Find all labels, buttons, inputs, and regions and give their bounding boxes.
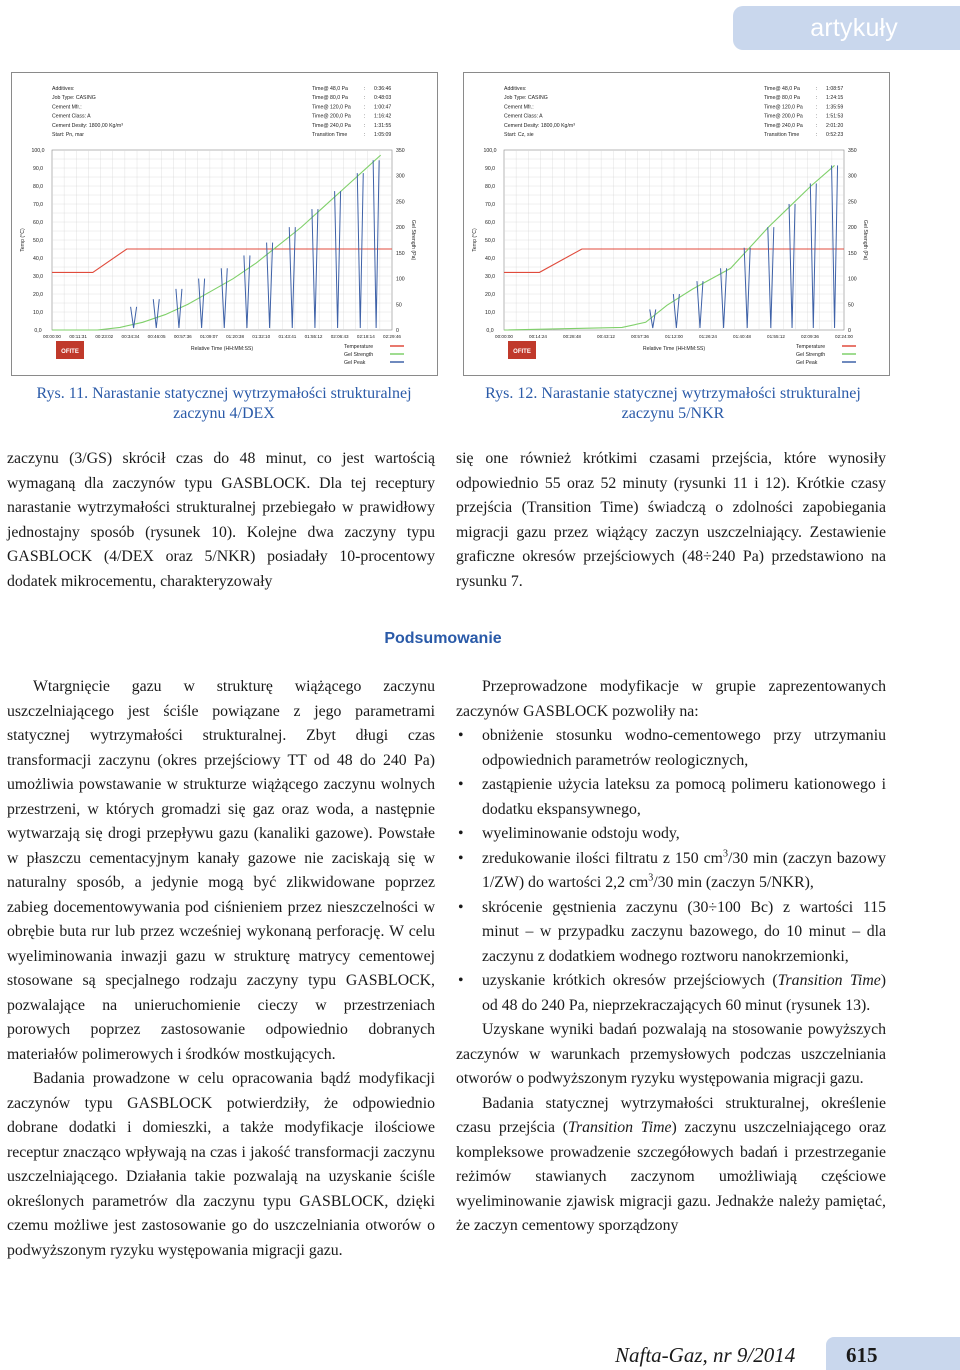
x-tick-label: 02:18:14 [356,334,375,339]
y-tick-label: 60,0 [32,220,44,226]
time-label: Transition Time [312,132,348,138]
x-tick-label: 00:46:05 [147,334,166,339]
y2-tick-label: 300 [396,173,405,180]
y-tick-label: 70,0 [32,202,44,208]
x-tick-label: 02:09:36 [801,334,819,339]
list-item: • uzyskanie krótkich okresów przejściowych (Transition Time) od 48 do 240 Pa, nieprzekraczających 60 minut (rysunek 13). [458,972,887,1014]
time-value: 0:52:23 [826,132,844,138]
time-value: 1:05:09 [374,132,392,138]
x-tick-label: 00:00:00 [43,334,61,339]
panel-label: Start: Cz, sie [504,132,534,138]
y2-tick-label: 50 [848,302,854,309]
y-tick-label: 100,0 [483,148,497,154]
y2-tick-label: 50 [396,302,402,309]
y-tick-label: 90,0 [484,166,496,172]
legend-label: Temperature [796,344,826,350]
panel-label: Cement Class: A [52,113,91,120]
x-tick-label: 00:57:36 [173,334,192,339]
y-tick-label: 40,0 [484,256,496,262]
time-value: 1:51:53 [826,113,844,120]
list-item: • skrócenie gęstnienia zaczynu (30÷100 Bc) z wartości 115 minut – w przypadku zaczynu bazowego, do 10 minut – dla zaczynu z dodatkiem wodnego roztworu nanokrzemionki, [458,898,886,965]
y-tick-label: 90,0 [32,166,44,172]
column-bottom-right [456,675,886,1239]
x-axis-title: Relative Time (HH:MM:SS) [642,346,706,352]
time-sep: : [816,104,818,111]
ofite-logo-text: OFITE [513,349,531,355]
y-tick-label: 10,0 [484,310,496,316]
paragraph: Wtargnięcie gazu w strukturę wiążącego zaczynu uszczelniającego jest ściśle powiązane z jego parametrami statycznej wytrzymałości strukturalnej. Zbyt długi czas transformacji zaczynu (okres przejściowy TT od 48 do 240 Pa) umożliwia powstawanie w strukturze wiążącego zaczynu wolnych przestrzeni, w których gromadzi się gaz oraz woda, a następnie wytwarzają się drogi przepływu gazu (kanaliki gazowe). Powstałe w płaszczu cementacyjnym kanały gazowe nie zaciskają się w naturalny sposób, a jedynie mogą być zlikwidowane poprzez zabieg docementowywania pod ciśnieniem przez nieszczelności w obrębie buta rur lub przez wcześniej wykonaną perforację. W celu wyeliminowania inwazji gazu w strukturę matrycy cementowej stosowane są specjalnego rodzaju zaczyny typu GASBLOCK, pozwalające na unieruchomienie cieczy w przestrzeniach porowych poprzez zastosowanie odpowiednio dobranych materiałów polimerowych i środków mostkujących. [7,678,435,1063]
y-tick-label: 40,0 [32,256,44,262]
list-item: • zastąpienie użycia lateksu za pomocą polimeru kationowego i dodatku ekspansywnego, [458,776,886,818]
x-tick-label: 01:40:48 [733,334,751,339]
y-tick-label: 100,0 [31,148,45,154]
time-sep: : [364,113,366,120]
page-number: 615 [846,1343,878,1367]
x-tick-label: 01:09:07 [199,334,218,339]
time-label: Time@ 48,0 Pa [764,86,800,92]
y2-tick-label: 150 [396,250,405,257]
time-label: Transition Time [764,132,800,138]
y-axis-title: Temp (°C) [20,228,26,252]
time-label: Time@ 240,0 Pa [312,122,351,129]
x-tick-label: 01:55:12 [767,334,785,339]
x-tick-label: 02:06:43 [330,334,349,339]
x-tick-label: 01:43:41 [278,334,297,339]
paragraph: Uzyskane wyniki badań pozwalają na stosowanie powyższych zaczynów w warunkach przemysłowych podczas uszczelniania otworów o podwyższonym ryzyku występowania migracji gazu. [456,1021,886,1087]
x-tick-label: 02:29:46 [383,334,401,339]
caption-figure-11: Rys. 11. Narastanie statycznej wytrzymałości strukturalnej zaczynu 4/DEX [36,385,412,422]
section-label: artykuły [810,14,898,42]
time-value: 1:00:47 [374,104,392,111]
time-value: 1:16:42 [374,113,392,120]
x-tick-label: 01:26:24 [699,334,717,339]
y2-tick-label: 100 [848,276,857,283]
x-tick-label: 01:20:38 [226,334,245,339]
x-tick-label: 02:24:00 [835,334,853,339]
time-value: 1:24:15 [826,95,844,102]
time-sep: : [816,113,818,120]
y2-axis-title: Gel Strength (Pa) [410,219,416,261]
column-bottom-left [7,675,435,1263]
y-tick-label: 30,0 [484,274,496,280]
y2-tick-label: 100 [396,276,405,283]
time-value: 1:31:55 [374,122,392,129]
time-sep: : [816,132,818,138]
x-tick-label: 00:11:31 [69,334,87,339]
time-sep: : [364,132,366,138]
y-tick-label: 70,0 [484,202,496,208]
list-item: • obniżenie stosunku wodno-cementowego przy utrzymaniu odpowiednich parametrów reologicznych, [458,727,886,769]
figure-12 [463,72,890,376]
time-sep: : [816,86,818,92]
panel-label: Cement Mfr.: [52,104,82,111]
x-tick-label: 01:55:12 [304,334,323,339]
y-tick-label: 80,0 [32,184,44,190]
panel-label: Start: Pn, mar [52,132,84,138]
time-label: Time@ 200,0 Pa [764,113,803,120]
y2-tick-label: 200 [396,225,405,232]
chart-figure-11 [12,73,437,375]
x-tick-label: 00:00:00 [495,334,513,339]
time-sep: : [816,122,818,129]
y-tick-label: 80,0 [484,184,496,190]
figure-11 [11,72,438,376]
y2-tick-label: 0 [848,328,851,334]
bullet-list [456,724,886,1018]
column-top-right [456,447,886,594]
time-label: Time@ 80,0 Pa [764,95,800,102]
legend-label: Gel Peak [344,360,366,366]
time-label: Time@ 120,0 Pa [764,104,803,111]
time-sep: : [364,122,366,129]
time-sep: : [816,95,818,102]
x-tick-label: 00:28:48 [563,334,581,339]
time-label: Time@ 48,0 Pa [312,86,348,92]
time-label: Time@ 80,0 Pa [312,95,348,102]
panel-label: Cement Mfr.: [504,104,534,111]
caption-figure-12: Rys. 12. Narastanie statycznej wytrzymałości strukturalnej zaczynu 5/NKR [485,385,861,422]
paragraph: Badania statycznej wytrzymałości strukturalnej, określenie czasu przejścia (Transition Time) zaczynu uszczelniającego oraz kompleksowe prowadzenie szczegółowych badań i przestrzeganie reżimów stawianych zaczynom umożliwiają częściowe wyeliminowanie zjawisk migracji gazu. Jednakże należy pamiętać, że zaczyn cementowy sporządzony [456,1094,887,1234]
time-sep: : [364,104,366,111]
time-label: Time@ 200,0 Pa [312,113,351,120]
time-label: Time@ 120,0 Pa [312,104,351,111]
panel-label: Additives: [504,86,527,92]
y-tick-label: 0,0 [34,328,42,334]
time-value: 0:36:46 [374,86,392,92]
y-tick-label: 20,0 [32,292,44,298]
y-tick-label: 50,0 [32,238,44,244]
paragraph: się one również krótkimi czasami przejścia, które wynosiły odpowiednio 55 oraz 52 minuty (rysunki 11 i 12). Krótkie czasy przejścia (Transition Time) świadczą o zdolności zapobiegania migracji gazu przez wiążący zaczyn uszczelniający. Zestawienie graficzne okresów przejściowych (48÷240 Pa) przedstawiono na rysunku 7. [456,450,886,590]
chart-figure-12 [464,73,889,375]
section-tab [733,6,960,50]
y-tick-label: 60,0 [484,220,496,226]
panel-label: Job Type: CASING [52,95,96,102]
x-tick-label: 00:34:34 [121,334,140,339]
y2-tick-label: 250 [848,199,857,206]
x-tick-label: 00:14:24 [529,334,547,339]
y-tick-label: 0,0 [486,328,494,334]
panel-label: Job Type: CASING [504,95,548,102]
legend-label: Temperature [344,344,374,350]
y-tick-label: 30,0 [32,274,44,280]
x-tick-label: 00:23:02 [95,334,114,339]
time-label: Time@ 240,0 Pa [764,122,803,129]
time-value: 1:35:59 [826,104,844,111]
x-tick-label: 01:12:00 [665,334,683,339]
y-tick-label: 50,0 [484,238,496,244]
legend-label: Gel Strength [344,352,374,358]
x-tick-label: 00:57:36 [631,334,649,339]
panel-label: Cement Desity: 1800,00 Kg/m³ [504,122,575,129]
panel-label: Additives: [52,86,75,92]
x-axis-title: Relative Time (HH:MM:SS) [190,346,254,352]
x-tick-label: 01:32:10 [252,334,271,339]
y2-tick-label: 300 [848,173,857,180]
time-sep: : [364,86,366,92]
journal-name: Nafta-Gaz, nr 9/2014 [615,1343,796,1367]
legend-label: Gel Peak [796,360,818,366]
column-top-left [7,447,435,594]
y2-tick-label: 150 [848,250,857,257]
paragraph: zaczynu (3/GS) skrócił czas do 48 minut, co jest wartością wymaganą dla zaczynów typu GASBLOCK. Dla tej receptury narastanie wytrzymałości strukturalnej przebiegało w prawidłowy jednostajny sposób (rysunek 10). Kolejne dwa zaczyny typu GASBLOCK (4/DEX oraz 5/NKR) posiadały 10-procentowy dodatek mikrocementu, charakteryzowały [7,450,435,590]
list-item: • zredukowanie ilości filtratu z 150 $cm^3/30$ min (zaczyn bazowy 1/ZW) do wartości 2,2 $cm^3/30$ min (zaczyn 5/NKR), [458,848,886,891]
y2-tick-label: 200 [848,225,857,232]
panel-label: Cement Class: A [504,113,543,120]
panel-label: Cement Desity: 1800,00 Kg/m³ [52,122,123,129]
paragraph: Badania prowadzone w celu opracowania bądź modyfikacji zaczynów typu GASBLOCK potwierdziły, że odpowiednio dobrane dodatki i domieszki, a także modyfikacje ilościowe receptur znacząco wpływają na czas i jakość transformacji zaczynu uszczelniającego. Działania takie pozwalają na uzyskanie ściśle określonych parametrów dla zaczynu typu GASBLOCK, dzięki czemu możliwe jest zastosowanie go do uszczelniania otworów o podwyższonym ryzyku występowania migracji gazu. [7,1070,435,1259]
y2-tick-label: 350 [848,148,857,154]
time-sep: : [364,95,366,102]
x-tick-label: 00:43:12 [597,334,615,339]
y2-axis-title: Gel Strength (Pa) [862,219,868,261]
list-item: • wyeliminowanie odstoju wody, [458,825,680,842]
ofite-logo-text: OFITE [61,349,79,355]
section-heading: Podsumowanie [384,630,502,647]
paragraph: Przeprowadzone modyfikacje w grupie zaprezentowanych zaczynów GASBLOCK pozwoliły na: [456,678,886,720]
y2-tick-label: 0 [396,328,399,334]
y-axis-title: Temp (°C) [472,228,478,252]
y2-tick-label: 250 [396,199,405,206]
time-value: 2:01:20 [826,122,844,129]
legend-label: Gel Strength [796,352,826,358]
y-tick-label: 10,0 [32,310,44,316]
y2-tick-label: 350 [396,148,405,154]
y-tick-label: 20,0 [484,292,496,298]
time-value: 1:08:57 [826,86,844,92]
time-value: 0:48:03 [374,95,392,102]
